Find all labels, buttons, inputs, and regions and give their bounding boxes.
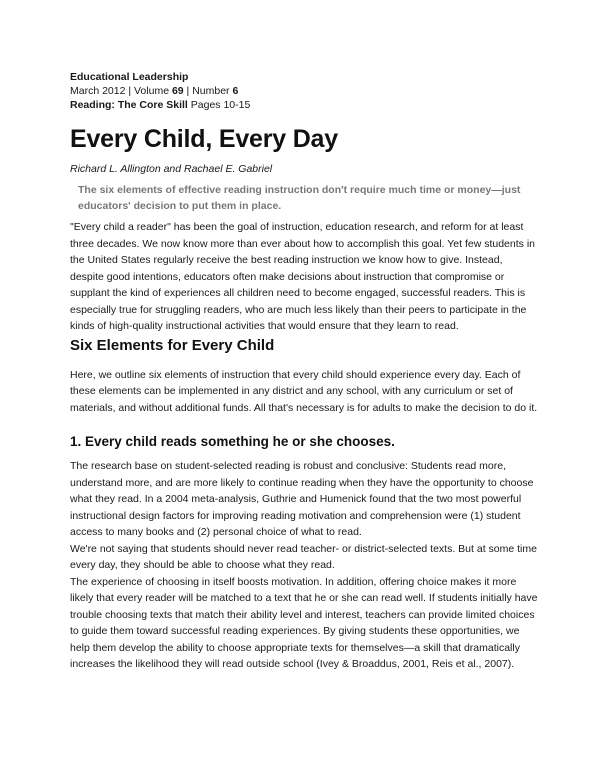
element1-paragraph-1: The research base on student-selected reading is robust and conclusive: Students read more, understand more, and are more likely to continue reading when they have the opportunity to choose what they read. In a 2004 meta-analysis, Guthrie and Humenick found that the two most powerful instructional design factors for improving reading motivation and comprehension were (1) student access to many books and (2) personal choice of what to read.: [70, 460, 534, 538]
element1-heading: 1. Every child reads something he or she chooses.: [70, 434, 395, 449]
publication-name: Educational Leadership: [70, 71, 189, 83]
article-deck: The six elements of effective reading instruction don't require much time or money—just educators' decision to put them in place.: [78, 184, 521, 212]
issue-line: March 2012 | Volume 69 | Number 6: [70, 85, 239, 97]
article-title: Every Child, Every Day: [70, 125, 338, 153]
section-heading: Six Elements for Every Child: [70, 336, 275, 354]
article-authors: Richard L. Allington and Rachael E. Gabriel: [70, 163, 273, 175]
element1-paragraph-3: The experience of choosing in itself boosts motivation. In addition, offering choice makes it more likely that every reader will be matched to a text that he or she can read well. If students initially have trouble choosing texts that match their ability level and interest, teachers can provide limited choices to guide them toward successful reading experiences. By giving students these opportunities, we help them develop the ability to choose appropriate texts for themselves—a skill that dramatically increases the likelihood they will read outside school (Ivey & Broaddus, 2001, Reis et al., 2007).: [70, 575, 538, 670]
intro-paragraph: "Every child a reader" has been the goal of instruction, education research, and reform for at least three decades. We now know more than ever about how to accomplish this goal. Yet few students in the United States regularly receive the best reading instruction we know how to give. Instead, despite good intentions, educators often make decisions about instruction that compromise or supplant the kind of experiences all children need to become engaged, successful readers. This is especially true for struggling readers, who are much less likely than their peers to participate in the kinds of high-quality instructional activities that would ensure that they learn to read.: [70, 221, 535, 332]
page-range: Pages 10-15: [187, 99, 251, 111]
section-line: [70, 98, 538, 112]
section-intro-paragraph: Here, we outline six elements of instruction that every child should experience every day. Each of these elements can be implemented in any district and any school, with any curriculum or set of materials, and without additional funds. All that's necessary is for adults to make the decision to do it.: [70, 368, 538, 414]
publication-header: [70, 70, 538, 112]
volume-number: 69: [171, 85, 184, 97]
element1-paragraph-2: We're not saying that students should never read teacher- or district-selected texts. But at some time every day, they should be able to choose what they read.: [70, 542, 537, 571]
document-page: [70, 70, 538, 673]
issue-number: 6: [232, 85, 239, 97]
section-name: Reading: The Core Skill: [70, 99, 188, 111]
